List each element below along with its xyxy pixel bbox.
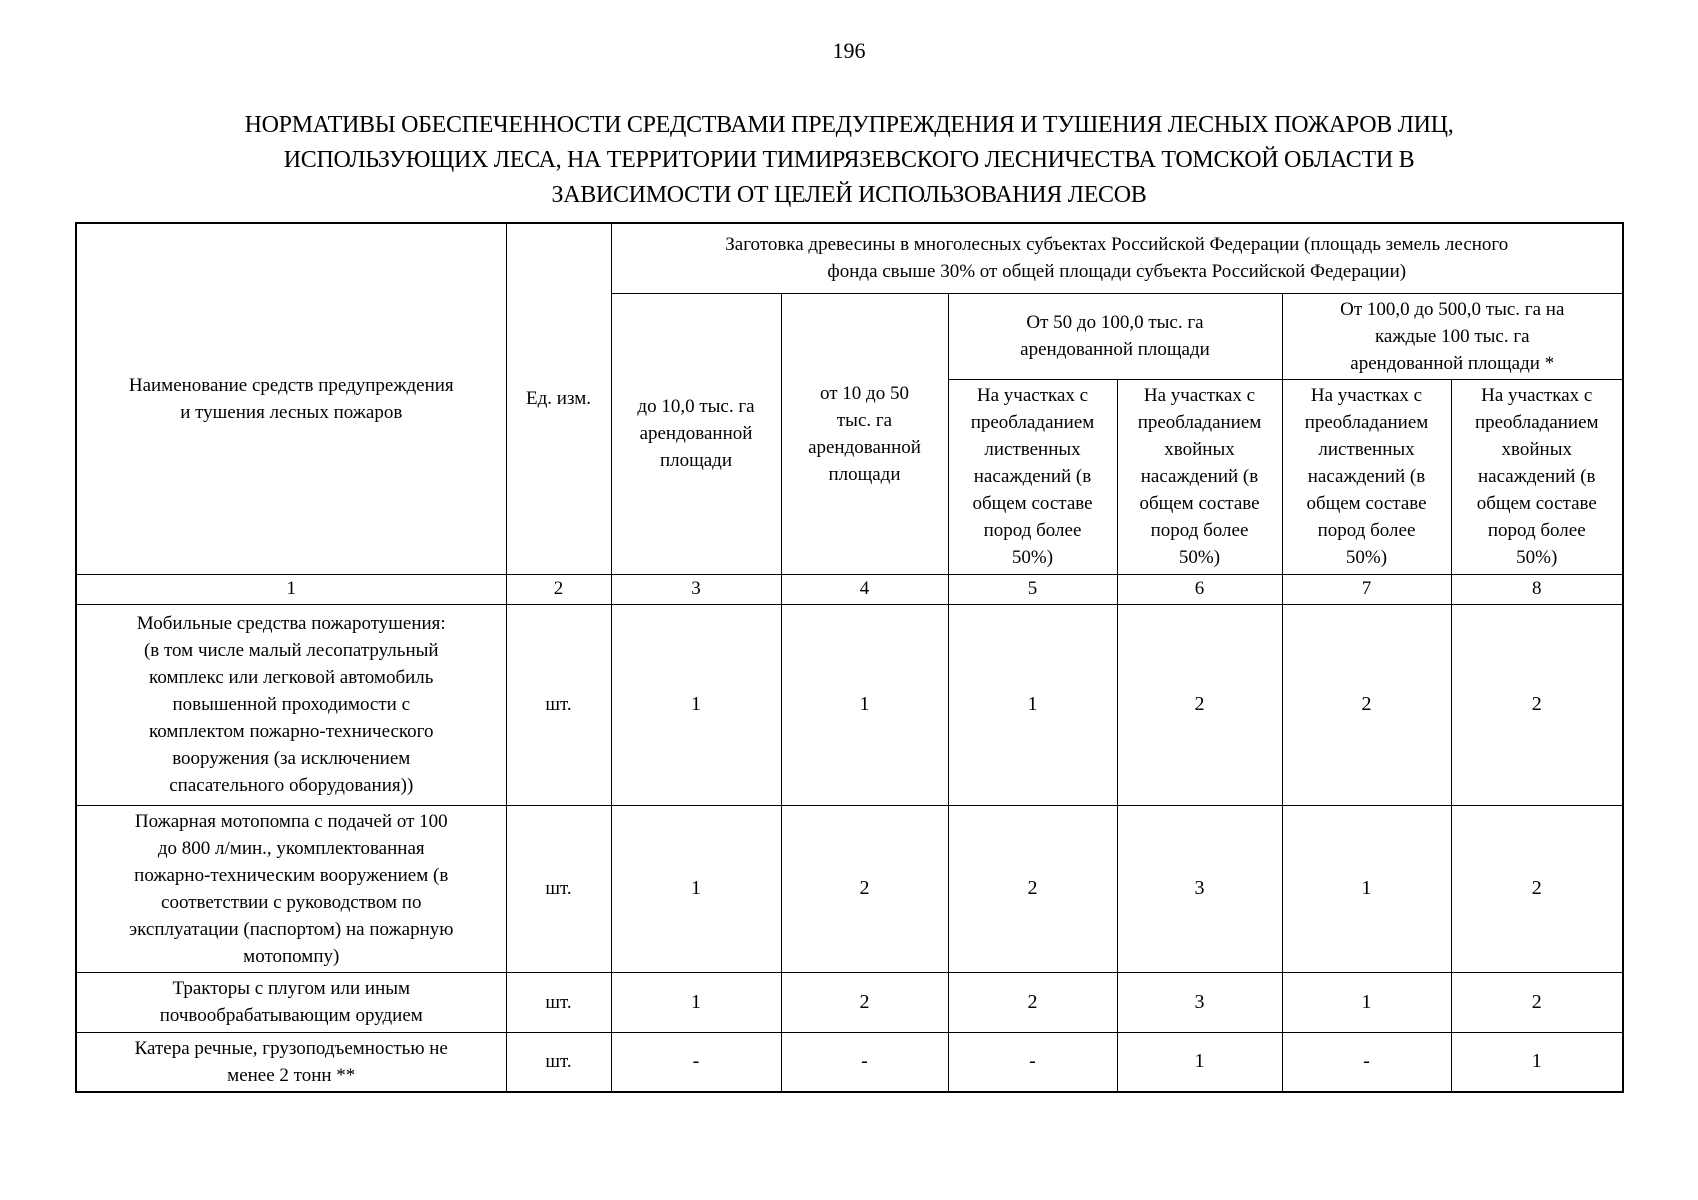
page-number: 196 [832,38,866,63]
cell-value: 1 [948,604,1117,805]
table-row-tractors [76,972,1623,1032]
unit-value: шт. [506,604,611,805]
cell-value: 2 [1282,604,1451,805]
cell-value: 2 [1451,805,1623,972]
column-number-8: 8 [1451,574,1623,604]
cell-value: 2 [781,972,948,1032]
column-number-row [76,574,1623,604]
column-number-5: 5 [948,574,1117,604]
header-equipment-name: Наименование средств предупреждения и тушения лесных пожаров [76,223,506,574]
table-row-mobile-firefighting [76,604,1623,805]
cell-value: 2 [1451,604,1623,805]
column-number-4: 4 [781,574,948,604]
cell-value: 2 [781,805,948,972]
header-group-100-500: От 100,0 до 500,0 тыс. га на каждые 100 тыс. га арендованной площади * [1282,293,1623,379]
document-title: НОРМАТИВЫ ОБЕСПЕЧЕННОСТИ СРЕДСТВАМИ ПРЕДУПРЕЖДЕНИЯ И ТУШЕНИЯ ЛЕСНЫХ ПОЖАРОВ ЛИЦ, ИСПОЛЬЗУЮЩИХ ЛЕСА, НА ТЕРРИТОРИИ ТИМИРЯЗЕВСКОГО ЛЕСНИЧЕСТВА ТОМСКОЙ ОБЛАСТИ В ЗАВИСИМОСТИ ОТ ЦЕЛЕЙ ИСПОЛЬЗОВАНИЯ ЛЕСОВ [244,112,1454,208]
unit-value: шт. [506,1032,611,1092]
header-group-logging: Заготовка древесины в многолесных субъектах Российской Федерации (площадь земель лесного фонда свыше 30% от общей площади субъекта Российской Федерации) [611,223,1623,293]
cell-value: 1 [781,604,948,805]
table-row-river-boats [76,1032,1623,1092]
equipment-name: Мобильные средства пожаротушения: (в том числе малый лесопатрульный комплекс или легковой автомобиль повышенной проходимости с комплектом пожарно-технического вооружения (за исключением спасательного оборудования)) [76,604,506,805]
column-number-2: 2 [506,574,611,604]
header-10-to-50: от 10 до 50 тыс. га арендованной площади [781,293,948,574]
equipment-name: Тракторы с плугом или иным почвообрабатывающим орудием [76,972,506,1032]
table-row-fire-pump [76,805,1623,972]
unit-value: шт. [506,805,611,972]
header-group-50-100: От 50 до 100,0 тыс. га арендованной площади [948,293,1282,379]
equipment-name: Катера речные, грузоподъемностью не менее 2 тонн ** [76,1032,506,1092]
column-number-7: 7 [1282,574,1451,604]
header-coniferous-100-500: На участках с преобладанием хвойных насаждений (в общем составе пород более 50%) [1451,379,1623,574]
cell-value: 1 [1282,805,1451,972]
column-number-3: 3 [611,574,781,604]
cell-value: 2 [948,805,1117,972]
column-number-6: 6 [1117,574,1282,604]
header-row-top [76,223,1623,293]
cell-value: 1 [611,972,781,1032]
unit-value: шт. [506,972,611,1032]
cell-value: 1 [1117,1032,1282,1092]
cell-value: 2 [1117,604,1282,805]
header-deciduous-50-100: На участках с преобладанием лиственных насаждений (в общем составе пород более 50%) [948,379,1117,574]
header-deciduous-100-500: На участках с преобладанием лиственных насаждений (в общем составе пород более 50%) [1282,379,1451,574]
equipment-name: Пожарная мотопомпа с подачей от 100 до 800 л/мин., укомплектованная пожарно-техническим вооружением (в соответствии с руководством по эксплуатации (паспортом) на пожарную мотопомпу) [76,805,506,972]
norms-table [75,222,1624,1093]
cell-value: 1 [611,604,781,805]
cell-value: 3 [1117,805,1282,972]
cell-value: 3 [1117,972,1282,1032]
header-up-to-10: до 10,0 тыс. га арендованной площади [611,293,781,574]
cell-value: 2 [1451,972,1623,1032]
cell-value: 1 [611,805,781,972]
cell-value: 1 [1282,972,1451,1032]
cell-value: - [1282,1032,1451,1092]
cell-value: 2 [948,972,1117,1032]
header-coniferous-50-100: На участках с преобладанием хвойных насаждений (в общем составе пород более 50%) [1117,379,1282,574]
header-unit: Ед. изм. [506,223,611,574]
cell-value: - [611,1032,781,1092]
cell-value: 1 [1451,1032,1623,1092]
column-number-1: 1 [76,574,506,604]
cell-value: - [948,1032,1117,1092]
cell-value: - [781,1032,948,1092]
